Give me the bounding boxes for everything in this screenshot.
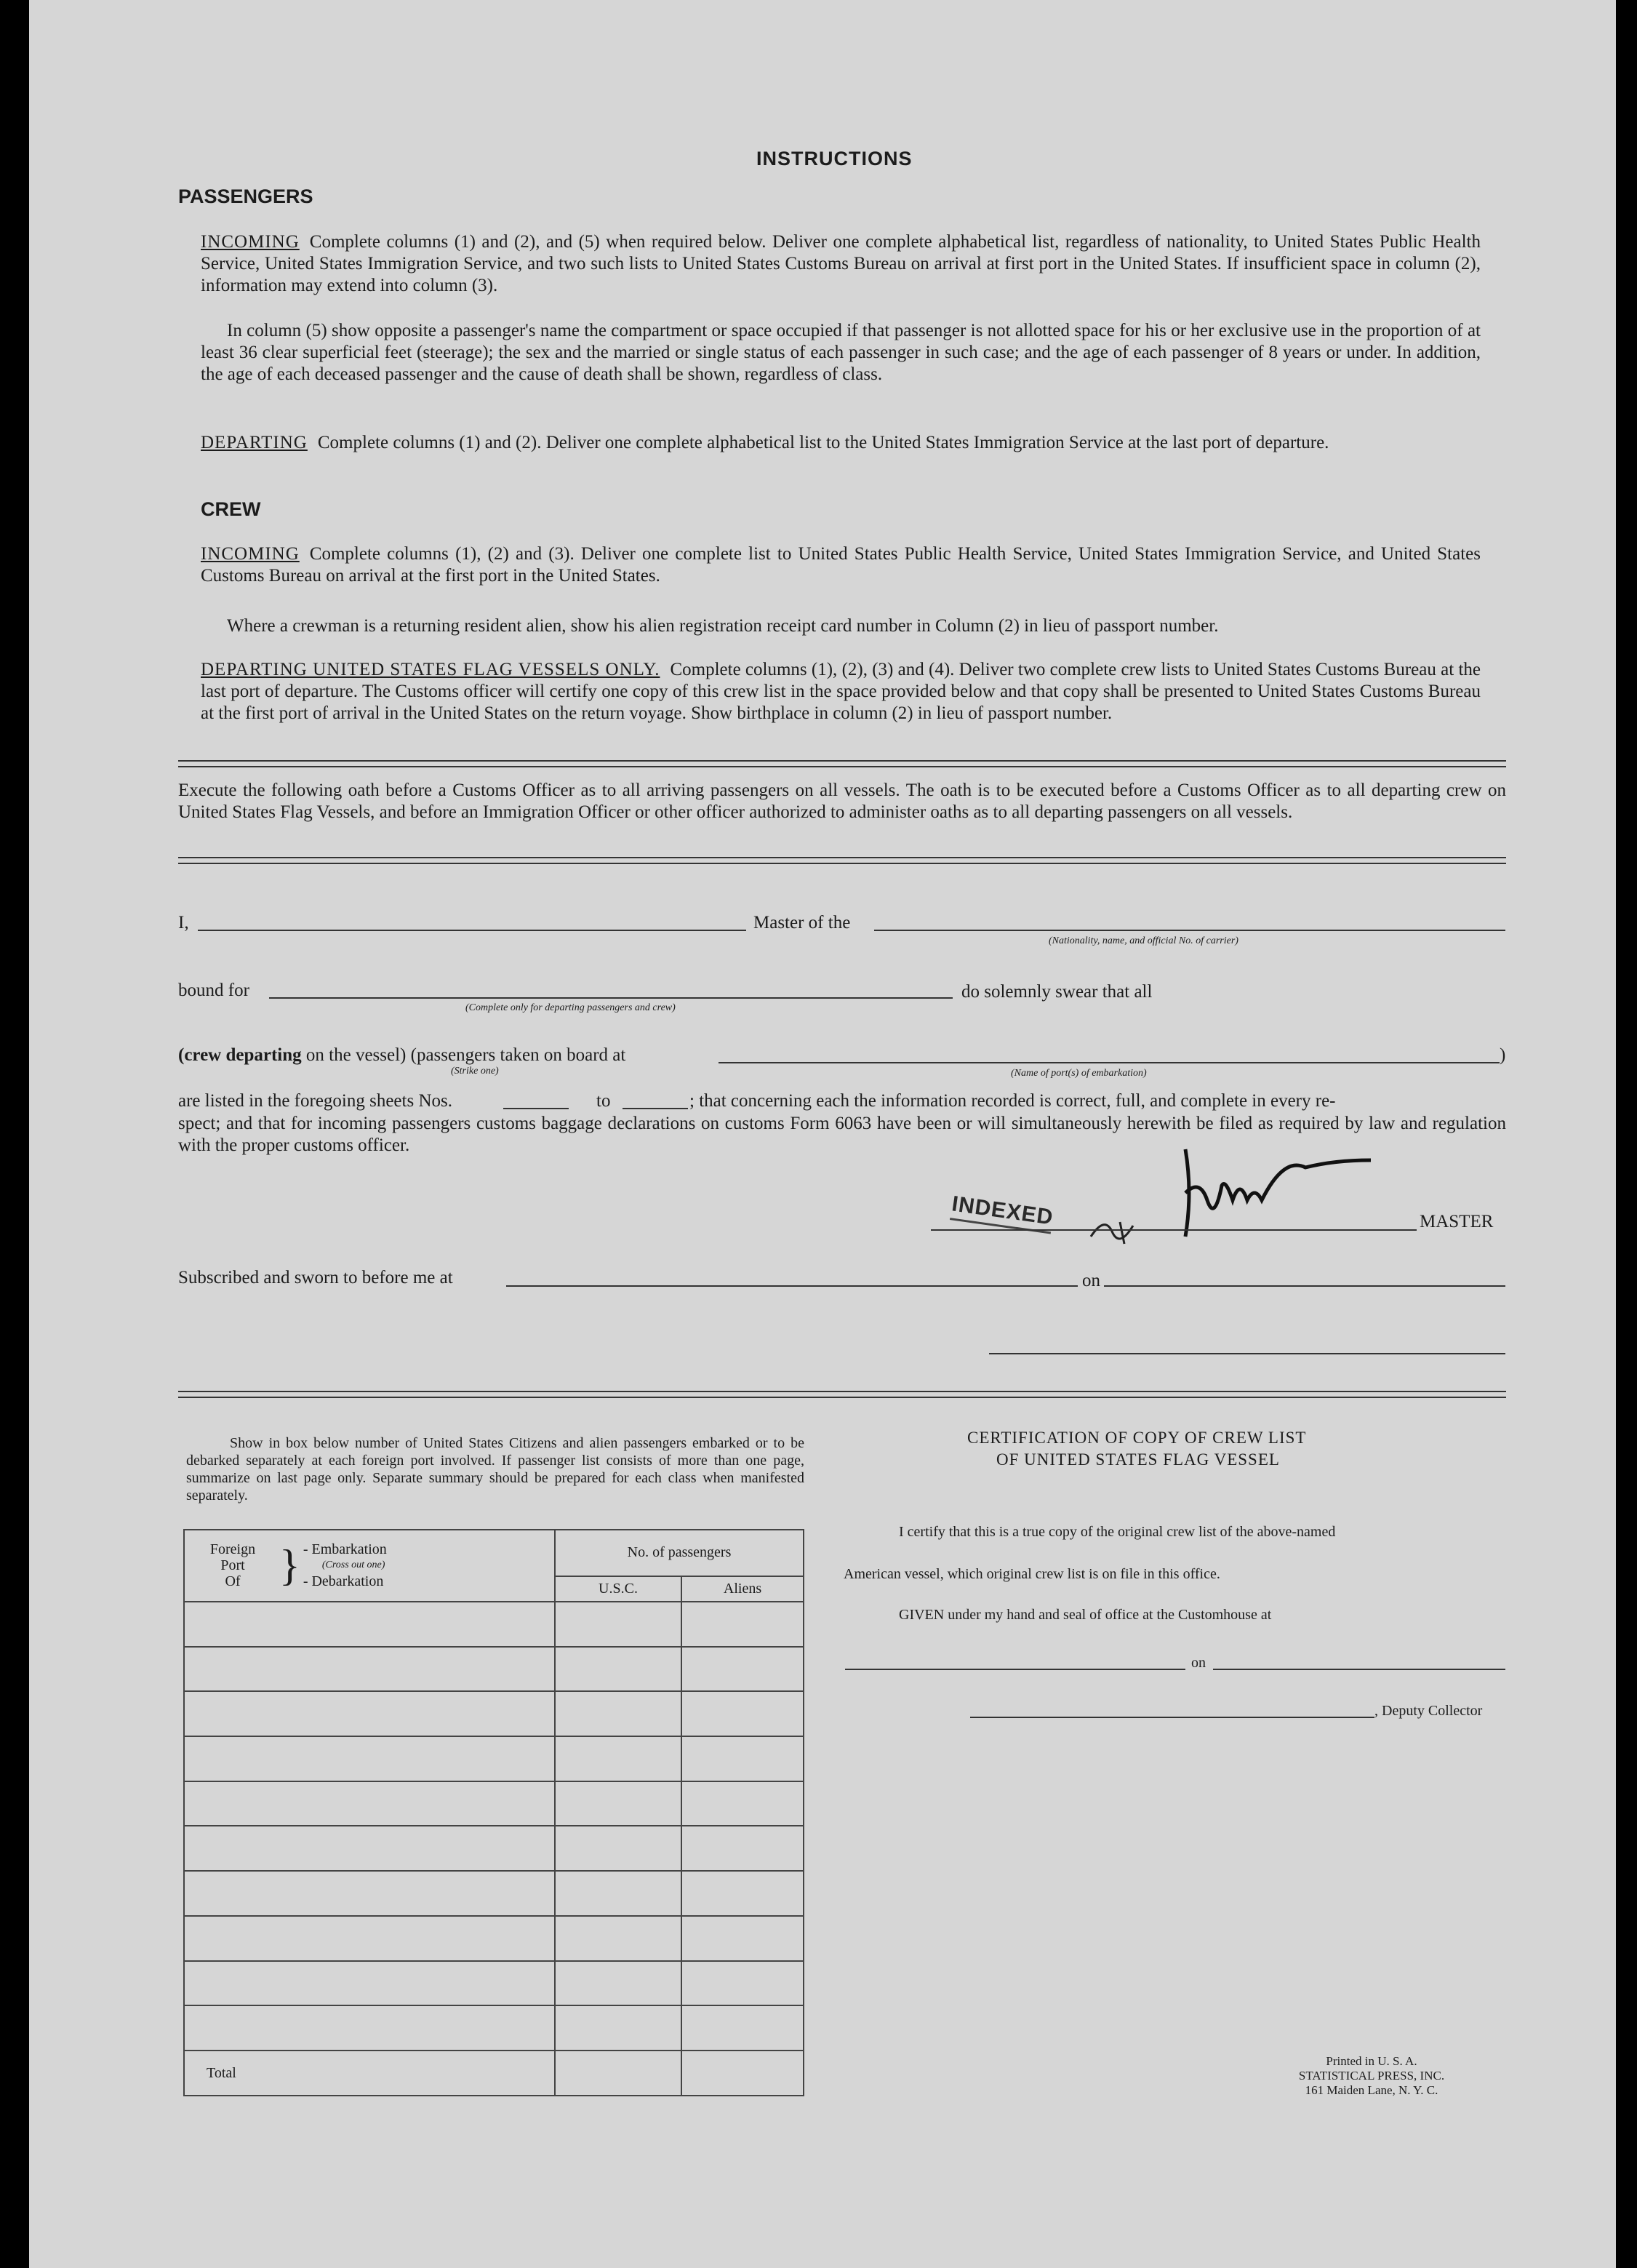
passengers-incoming-paragraph [201,231,1481,297]
passengers-departing-label: DEPARTING [201,433,308,452]
deputy-collector-label: , Deputy Collector [1374,1703,1483,1719]
foreign-port-of [189,1541,276,1589]
port-cell[interactable] [184,1916,555,1961]
port-cell[interactable] [184,2005,555,2051]
total-usc-cell[interactable] [555,2051,681,2096]
passengers-incoming-label: INCOMING [201,232,300,252]
crew-incoming-text: Complete columns (1), (2) and (3). Deliver one complete list to United States Public Health Service, United States Immigration Service, and United States Customs Bureau on arrival at the first port in the United States. [201,544,1481,586]
table-row [184,1916,804,1961]
port-cell[interactable] [184,1691,555,1736]
strike-one-caption: (Strike one) [451,1066,499,1077]
bound-for-label: bound for [178,981,249,1000]
listed-text-c: spect; and that for incoming passengers customs baggage declarations on customs Form 6063 have been or will simultaneously herewith be filed as required by law and regulation with the proper customs officer. [178,1114,1506,1155]
usc-cell[interactable] [555,1961,681,2006]
brace-icon: } [279,1541,300,1590]
port-cell[interactable] [184,1736,555,1781]
printer-line-2: STATISTICAL PRESS, INC. [1298,2069,1445,2083]
aliens-cell[interactable] [681,1916,804,1961]
port-header-cell [184,1530,555,1602]
listed-text-b: ; that concerning each the information recorded is correct, full, and complete in every re- [689,1091,1336,1111]
table-row [184,1961,804,2006]
usc-cell[interactable] [555,1916,681,1961]
port-cell[interactable] [184,1647,555,1692]
sheet-from-field[interactable] [503,1108,569,1109]
bound-for-caption: (Complete only for departing passengers and crew) [465,1002,676,1013]
subscribed-label: Subscribed and sworn to before me at [178,1268,453,1287]
usc-header: U.S.C. [555,1576,681,1602]
passengers-departing-paragraph [201,432,1481,454]
port-cell[interactable] [184,1961,555,2006]
sworn-date-field[interactable] [1104,1285,1505,1287]
port-label: Port [220,1557,245,1574]
aliens-cell[interactable] [681,1647,804,1692]
printer-line-3: 161 Maiden Lane, N. Y. C. [1305,2083,1438,2097]
aliens-cell[interactable] [681,1871,804,1916]
divider [178,1391,1506,1398]
crew-departing-paragraph [201,659,1481,724]
usc-cell[interactable] [555,1871,681,1916]
port-caption: (Name of port(s) of embarkation) [1011,1068,1147,1079]
page-title: INSTRUCTIONS [756,148,913,169]
aliens-cell[interactable] [681,1691,804,1736]
aliens-header: Aliens [681,1576,804,1602]
table-row [184,1826,804,1871]
crew-departing-option: (crew departing [178,1045,302,1065]
certification-date-field[interactable] [1213,1669,1505,1670]
aliens-cell[interactable] [681,1826,804,1871]
certification-heading-1: CERTIFICATION OF COPY OF CREW LIST [967,1429,1307,1447]
usc-cell[interactable] [555,1736,681,1781]
certification-text-2: American vessel, which original crew list is on file in this office. [844,1566,1220,1582]
table-row [184,1736,804,1781]
table-row [184,2005,804,2051]
aliens-cell[interactable] [681,1781,804,1826]
bound-for-field[interactable] [269,997,953,999]
table-row [184,1647,804,1692]
usc-cell[interactable] [555,1647,681,1692]
usc-cell[interactable] [555,1826,681,1871]
swear-text: do solemnly swear that all [961,982,1153,1002]
sheet-to-field[interactable] [623,1108,688,1109]
certification-heading-2: OF UNITED STATES FLAG VESSEL [996,1450,1280,1469]
usc-cell[interactable] [555,1781,681,1826]
port-cell[interactable] [184,1826,555,1871]
sworn-place-field[interactable] [506,1285,1078,1287]
crew-departing-label: DEPARTING UNITED STATES FLAG VESSELS ONLY. [201,660,660,679]
crew-incoming-paragraph [201,543,1481,587]
crew-incoming-label: INCOMING [201,544,300,564]
total-aliens-cell[interactable] [681,2051,804,2096]
table-row [184,1871,804,1916]
passengers-departing-text: Complete columns (1) and (2). Deliver one complete alphabetical list to the United States Immigration Service at the last port of departure. [317,433,1329,452]
printer-imprint [1262,2054,1481,2098]
no-passengers-header: No. of passengers [555,1530,804,1576]
customhouse-field[interactable] [845,1669,1185,1670]
deputy-collector-signature-field[interactable] [970,1717,1374,1718]
table-row [184,1602,804,1647]
foreign-label: Foreign [209,1541,256,1558]
table-row [184,1781,804,1826]
master-of-the-label: Master of the [753,913,851,933]
total-row [184,2051,804,2096]
debarkation-option: - Debarkation [303,1573,384,1590]
of-label: Of [225,1573,241,1590]
oath-i-label: I, [178,913,189,933]
passengers-taken-option: (passengers taken on board at [410,1045,626,1065]
summary-box [183,1529,804,2096]
table-row [184,1691,804,1736]
master-signature [1076,1135,1396,1258]
passengers-heading: PASSENGERS [178,185,313,207]
master-signature-line[interactable] [931,1229,1417,1231]
passengers-column5-text: In column (5) show opposite a passenger's name the compartment or space occupied if that passenger is not allotted space for his or her exclusive use in the proportion of at least 36 clear superficial feet (steerage); the sex and the married or single status of each passenger in such case; and the age of each passenger of 8 years or under. In addition, the age of each deceased passenger and the cause of death shall be shown, regardless of class. [201,321,1481,384]
port-cell[interactable] [184,1602,555,1647]
on-the-vessel-text: on the vessel) [305,1045,407,1065]
usc-cell[interactable] [555,1602,681,1647]
summary-table [183,1529,804,2096]
aliens-cell[interactable] [681,1961,804,2006]
passengers-column5-paragraph [201,320,1481,386]
usc-cell[interactable] [555,1691,681,1736]
passengers-incoming-text: Complete columns (1) and (2), and (5) when required below. Deliver one complete alphabetical list, regardless of nationality, to United States Public Health Service, United States Immigration Service, and two such lists to United States Customs Bureau on arrival at first port in the United States. If insufficient space in column (2), information may extend into column (3). [201,232,1481,295]
aliens-cell[interactable] [681,2005,804,2051]
divider [178,760,1506,767]
officer-signature-field[interactable] [989,1353,1505,1354]
usc-cell[interactable] [555,2005,681,2051]
crew-passengers-line [178,1045,625,1066]
divider [178,857,1506,864]
listed-to-label: to [596,1091,611,1111]
close-paren: ) [1500,1045,1506,1065]
indexed-stamp: INDEXED [950,1191,1054,1234]
master-label: MASTER [1420,1212,1494,1231]
port-cell[interactable] [184,1871,555,1916]
cross-out-caption: (Cross out one) [321,1560,385,1571]
certification-on-label: on [1191,1655,1206,1671]
port-of-embarkation-field[interactable] [719,1062,1500,1063]
crew-crewman-text: Where a crewman is a returning resident alien, show his alien registration receipt card number in Column (2) in lieu of passport number. [227,616,1219,636]
listed-text-a: are listed in the foregoing sheets Nos. [178,1091,452,1111]
port-cell[interactable] [184,1781,555,1826]
carrier-field[interactable] [874,930,1505,931]
crew-crewman-paragraph [201,615,1481,637]
form-sheet [29,0,1616,2268]
carrier-caption: (Nationality, name, and official No. of carrier) [1049,935,1238,946]
crew-departing-text: Complete columns (1), (2), (3) and (4). Deliver two complete crew lists to United States Customs Bureau at the last port of departure. The Customs officer will certify one copy of this crew list in the space provided below and that copy shall be presented to United States Customs Bureau at the first port of arrival in the United States on the return voyage. Show birthplace in column (2) in lieu of passport number. [201,660,1481,723]
aliens-cell[interactable] [681,1602,804,1647]
certification-text-3: GIVEN under my hand and seal of office at the Customhouse at [899,1607,1272,1623]
aliens-cell[interactable] [681,1736,804,1781]
total-label: Total [184,2051,555,2096]
sworn-on-label: on [1082,1271,1100,1290]
printer-line-1: Printed in U. S. A. [1326,2054,1417,2068]
master-name-field[interactable] [198,930,746,931]
certification-text-1: I certify that this is a true copy of the original crew list of the above-named [899,1524,1336,1540]
oath-intro: Execute the following oath before a Customs Officer as to all arriving passengers on all vessels. The oath is to be executed before a Customs Officer as to all departing crew on United States Flag Vessels, and before an Immigration Officer or other officer authorized to administer oaths as to all departing passengers on all vessels. [178,780,1506,822]
crew-heading: CREW [201,498,261,520]
embarkation-option: - Embarkation [303,1541,387,1558]
summary-instructions: Show in box below number of United States Citizens and alien passengers embarked or to be debarked separately at each foreign port involved. If passenger list consists of more than one page, summarize on last page only. Separate summary should be prepared for each class when manifested separately. [186,1435,804,1504]
